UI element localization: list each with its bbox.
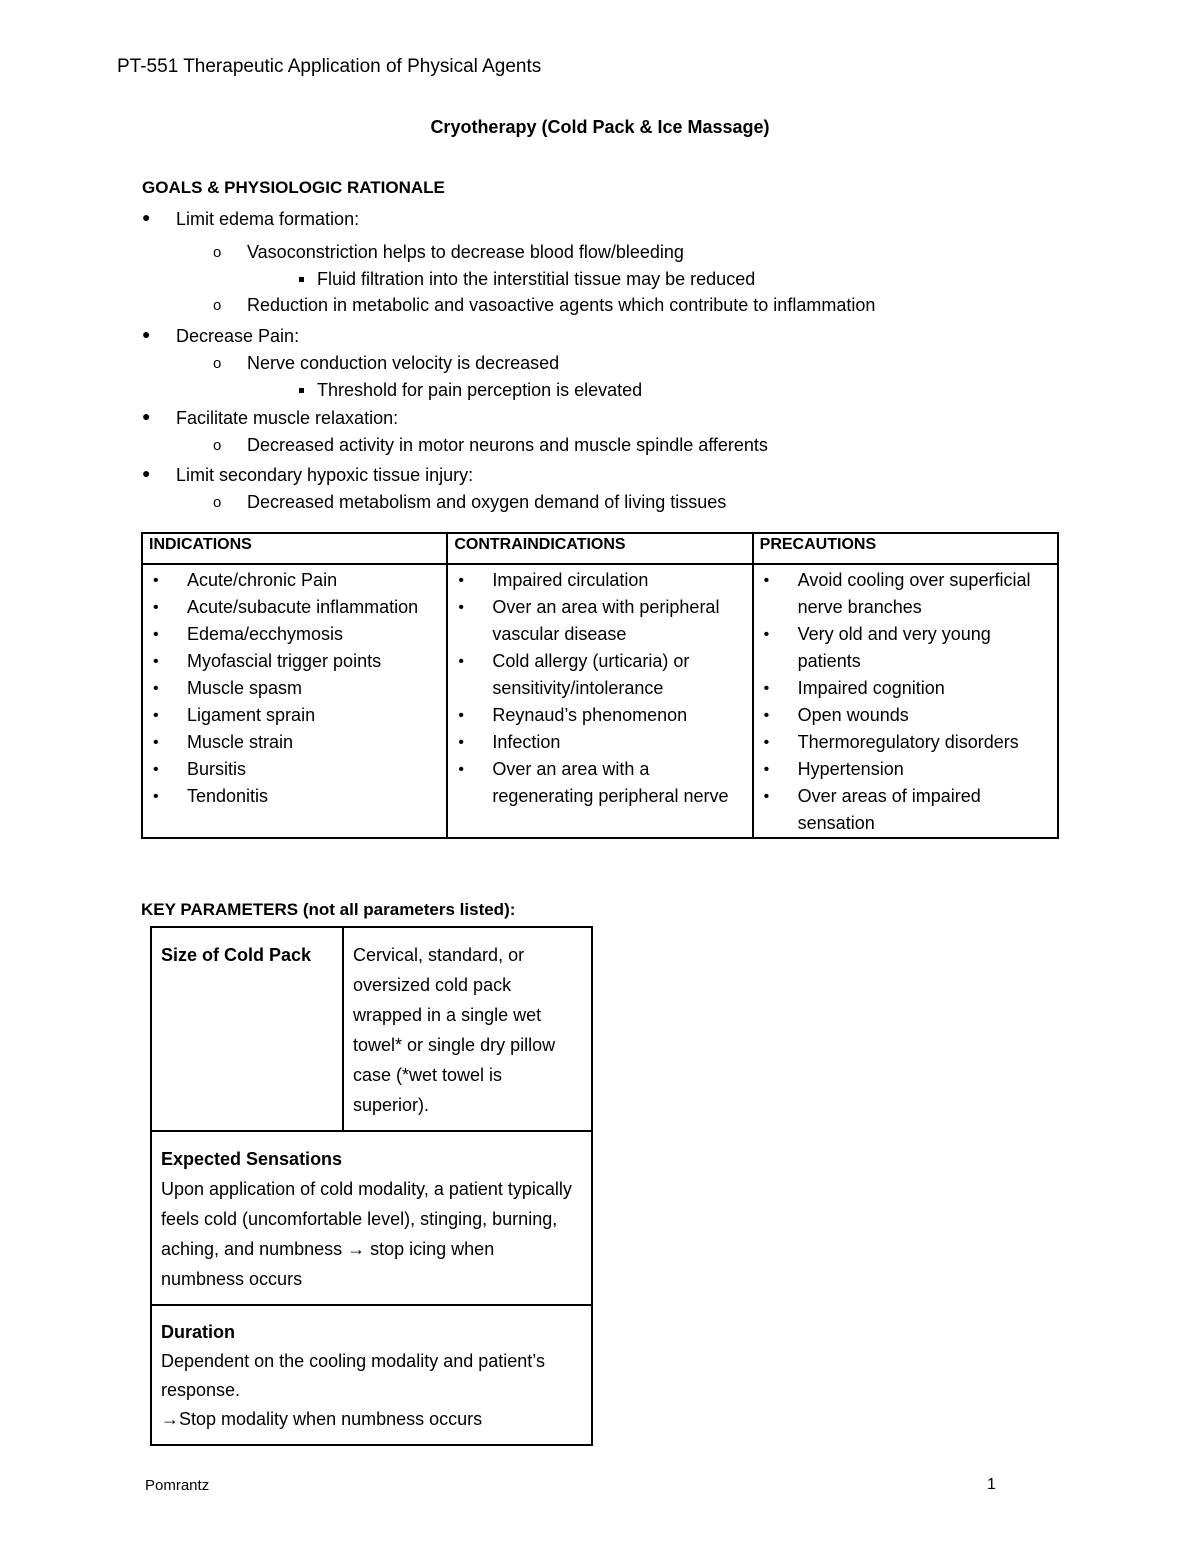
indications-table bbox=[141, 532, 1059, 839]
list-item: • Myofascial trigger points bbox=[149, 648, 440, 675]
list-item: • Very old and very young patients bbox=[760, 621, 1051, 675]
goal-label: Limit edema formation: bbox=[176, 209, 360, 229]
circle-bullet-icon: o bbox=[213, 244, 222, 261]
duration-cell bbox=[151, 1305, 592, 1445]
duration-label: Duration bbox=[161, 1322, 235, 1342]
square-bullet-icon bbox=[299, 277, 304, 282]
list-item: • Ligament sprain bbox=[149, 702, 440, 729]
size-label: Size of Cold Pack bbox=[161, 945, 312, 965]
list-item: • Infection bbox=[454, 729, 745, 756]
circle-bullet-icon: o bbox=[213, 494, 222, 511]
list-item: • Impaired cognition bbox=[760, 675, 1051, 702]
circle-bullet-icon: o bbox=[213, 297, 222, 314]
goal-sub-item: o Vasoconstriction helps to decrease blood flow/bleeding bbox=[140, 239, 1100, 266]
goal-sub-item: o Reduction in metabolic and vasoactive agents which contribute to inflammation bbox=[140, 292, 1100, 319]
goal-item bbox=[140, 323, 1100, 350]
size-label-cell bbox=[151, 927, 343, 1131]
key-parameters-heading: KEY PARAMETERS (not all parameters listed): bbox=[141, 900, 516, 919]
list-item: • Avoid cooling over superficial nerve branches bbox=[760, 567, 1051, 621]
indications-list bbox=[149, 567, 440, 810]
list-item: • Reynaud’s phenomenon bbox=[454, 702, 745, 729]
list-item: • Thermoregulatory disorders bbox=[760, 729, 1051, 756]
goals-heading: GOALS & PHYSIOLOGIC RATIONALE bbox=[142, 178, 445, 197]
bullet-icon: ● bbox=[142, 209, 151, 225]
precautions-header: PRECAUTIONS bbox=[753, 533, 1058, 564]
list-item: • Bursitis bbox=[149, 756, 440, 783]
bullet-icon: ● bbox=[142, 408, 151, 424]
indications-cell bbox=[142, 564, 447, 838]
goals-list bbox=[140, 206, 1100, 516]
goal-subsub-item: Fluid filtration into the interstitial tissue may be reduced bbox=[140, 266, 1100, 292]
list-item: • Muscle spasm bbox=[149, 675, 440, 702]
goal-item bbox=[140, 462, 1100, 489]
list-item: • Over an area with peripheral vascular disease bbox=[454, 594, 745, 648]
list-item: • Muscle strain bbox=[149, 729, 440, 756]
contraindications-header: CONTRAINDICATIONS bbox=[447, 533, 752, 564]
circle-bullet-icon: o bbox=[213, 355, 222, 372]
bullet-icon: ● bbox=[142, 326, 151, 342]
page-number: 1 bbox=[987, 1476, 996, 1493]
duration-text: Dependent on the cooling modality and patient’s response. bbox=[161, 1351, 545, 1400]
duration-note: →Stop modality when numbness occurs bbox=[161, 1409, 483, 1429]
sensations-cell bbox=[151, 1131, 592, 1305]
goal-subsub-item: Threshold for pain perception is elevated bbox=[140, 377, 1100, 403]
square-bullet-icon bbox=[299, 388, 304, 393]
contraindications-list bbox=[454, 567, 745, 810]
precautions-cell bbox=[753, 564, 1058, 838]
indications-header: INDICATIONS bbox=[142, 533, 447, 564]
circle-bullet-icon: o bbox=[213, 437, 222, 454]
goal-sub-item: o Decreased metabolism and oxygen demand of living tissues bbox=[140, 489, 1100, 516]
list-item: • Acute/chronic Pain bbox=[149, 567, 440, 594]
sensations-text: Upon application of cold modality, a patient typically feels cold (uncomfortable level), stinging, burning, aching, and numbness → stop icing when numbness occurs bbox=[161, 1179, 572, 1289]
bullet-icon: ● bbox=[142, 465, 151, 481]
page-title: Cryotherapy (Cold Pack & Ice Massage) bbox=[430, 117, 770, 137]
size-text-cell bbox=[343, 927, 592, 1131]
list-item: • Over an area with a regenerating peripheral nerve bbox=[454, 756, 745, 810]
list-item: • Edema/ecchymosis bbox=[149, 621, 440, 648]
list-item: • Impaired circulation bbox=[454, 567, 745, 594]
key-parameters-table bbox=[150, 926, 593, 1446]
goal-label: Facilitate muscle relaxation: bbox=[176, 408, 399, 428]
contraindications-cell bbox=[447, 564, 752, 838]
document-header: PT-551 Therapeutic Application of Physical Agents bbox=[117, 56, 542, 77]
list-item: • Over areas of impaired sensation bbox=[760, 783, 1051, 837]
list-item: • Tendonitis bbox=[149, 783, 440, 810]
list-item: • Open wounds bbox=[760, 702, 1051, 729]
list-item: • Cold allergy (urticaria) or sensitivity/intolerance bbox=[454, 648, 745, 702]
list-item: • Acute/subacute inflammation bbox=[149, 594, 440, 621]
goal-label: Decrease Pain: bbox=[176, 326, 300, 346]
list-item: • Hypertension bbox=[760, 756, 1051, 783]
goal-item bbox=[140, 206, 1100, 233]
goal-item bbox=[140, 405, 1100, 432]
footer-author: Pomrantz bbox=[145, 1477, 210, 1494]
goal-sub-item: o Nerve conduction velocity is decreased bbox=[140, 350, 1100, 377]
goal-sub-item: o Decreased activity in motor neurons and muscle spindle afferents bbox=[140, 432, 1100, 459]
size-text: Cervical, standard, or oversized cold pack wrapped in a single wet towel* or single dry pillow case (*wet towel is superior). bbox=[353, 945, 556, 1115]
goal-label: Limit secondary hypoxic tissue injury: bbox=[176, 465, 474, 485]
precautions-list bbox=[760, 567, 1051, 837]
sensations-label: Expected Sensations bbox=[161, 1149, 343, 1169]
